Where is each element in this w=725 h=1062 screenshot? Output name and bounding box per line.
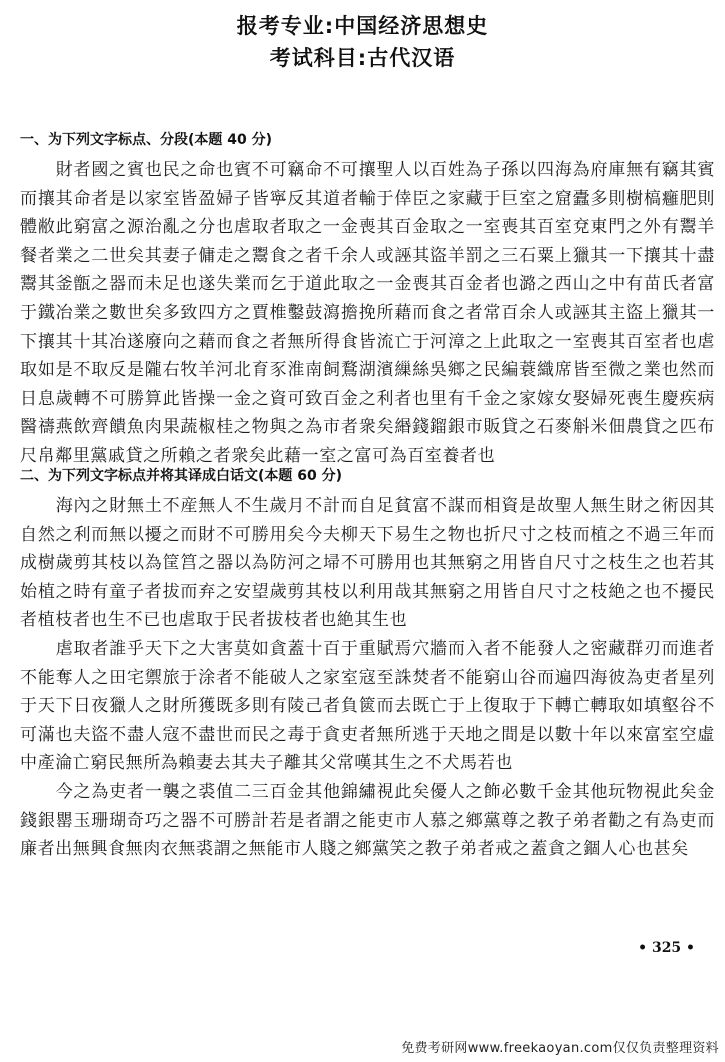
question-2-heading: 二、为下列文字标点并将其译成白话文(本题 60 分) (20, 468, 343, 484)
question-2-paragraph-3: 今之為吏者一襲之裘值二三百金其他錦繡視此矣優人之飾必數千金其他玩物視此矣金錢銀罌玉珊瑚奇巧之器不可勝計若是者謂之能吏市人慕之鄉黨尊之教子弟者勸之有為吏而廉者出無興食無肉衣無裘謂之無能市人賤之鄉黨笑之教子弟者戒之蓋貪之錮人心也甚矣 (20, 781, 715, 860)
question-1-heading: 一、为下列文字标点、分段(本题 40 分) (20, 132, 273, 148)
question-1 (20, 128, 715, 471)
question-2-paragraph-2: 虐取者誰乎天下之大害莫如貪蓋十百于重賦焉穴牆而入者不能發人之密藏群刃而進者不能奪人之田宅禦旅于涂者不能破人之家室寇至誅焚者不能窮山谷而遍四海彼為吏者星列于天下日夜獵人之財所獲既多則有陵己者負篋而去既亡于上復取于下轉亡轉取如填壑谷不可滿也夫盜不盡人寇不盡世而民之毒于貪吏者無所逃于天地之間是以數十年以來富室空虛中產淪亡窮民無所為賴妻去其夫子離其父常嘆其生之不犬馬若也 (20, 638, 715, 774)
question-2-paragraph-1: 海內之財無土不産無人不生歲月不計而自足貧富不謀而相資是故聖人無生財之術因其自然之利而無以擾之而財不可勝用矣今夫柳天下易生之物也折尺寸之枝而植之不過三年而成樹歲剪其枝以為筐筥之器以為防河之埽不可勝用也其無窮之用皆自尺寸之枝生之也若其始植之時有童子者拔而弃之安望歲剪其枝以利用哉其無窮之用皆自尺寸之枝絶之也不擾民者植枝者也生不已也虐取于民者拔枝者也絶其生也 (20, 496, 715, 631)
page-number: • 325 • (638, 940, 695, 956)
exam-header (0, 10, 725, 74)
question-1-paragraph: 財者國之賓也民之命也賓不可竊命不可攘聖人以百姓為子孫以四海為府庫無有竊其賓而攘其命者是以家室皆盈婦子皆寧反其道者輸于倖臣之家藏于巨室之窟蠹多則樹槁癰肥則體敝此窮富之源治亂之分也虐取者取之一金喪其百金取之一室喪其百室兗東門之外有鬻羊餐者業之二世矣其妻子傭走之鬻食之者千余人或誣其盜羊罰之三石粟上獵其一下攘其十盡鬻其釜甑之器而未足也遂失業而乞于道此取之一金喪其百金者也潞之西山之中有苗氏者富于鐵冶業之數世矣多致四方之賈椎鑿鼓瀉擔挽所藉而食之者常百余人或誣其主盜上獵其一下攘其十其冶遂廢向之藉而食之者無所得食皆流亡于河漳之上此取之一室喪其百室者也虐取如是不取反是隴右牧羊河北育豕淮南飼鶩湖濱繅絲吳鄉之民編蓑織席皆至微之業也然而日息歲轉不可勝算此皆操一金之資可致百金之利者也里有千金之家嫁女娶婦死喪生慶疾病醫禱燕飲齊饋魚肉果蔬椒桂之物與之為市者衆矣緡錢鎦銀市販貸之石麥斛米佃農貸之匹布尺帛鄰里黨戚貸之所賴之者衆矣此藉一室之富可為百室養者也 (20, 160, 715, 466)
subject-title: 考试科目:古代汉语 (269, 46, 456, 70)
question-2 (20, 464, 715, 864)
major-title: 报考专业:中国经济思想史 (236, 14, 489, 38)
source-watermark: 免费考研网www.freekaoyan.com仅仅负责整理资料 (401, 1041, 719, 1056)
